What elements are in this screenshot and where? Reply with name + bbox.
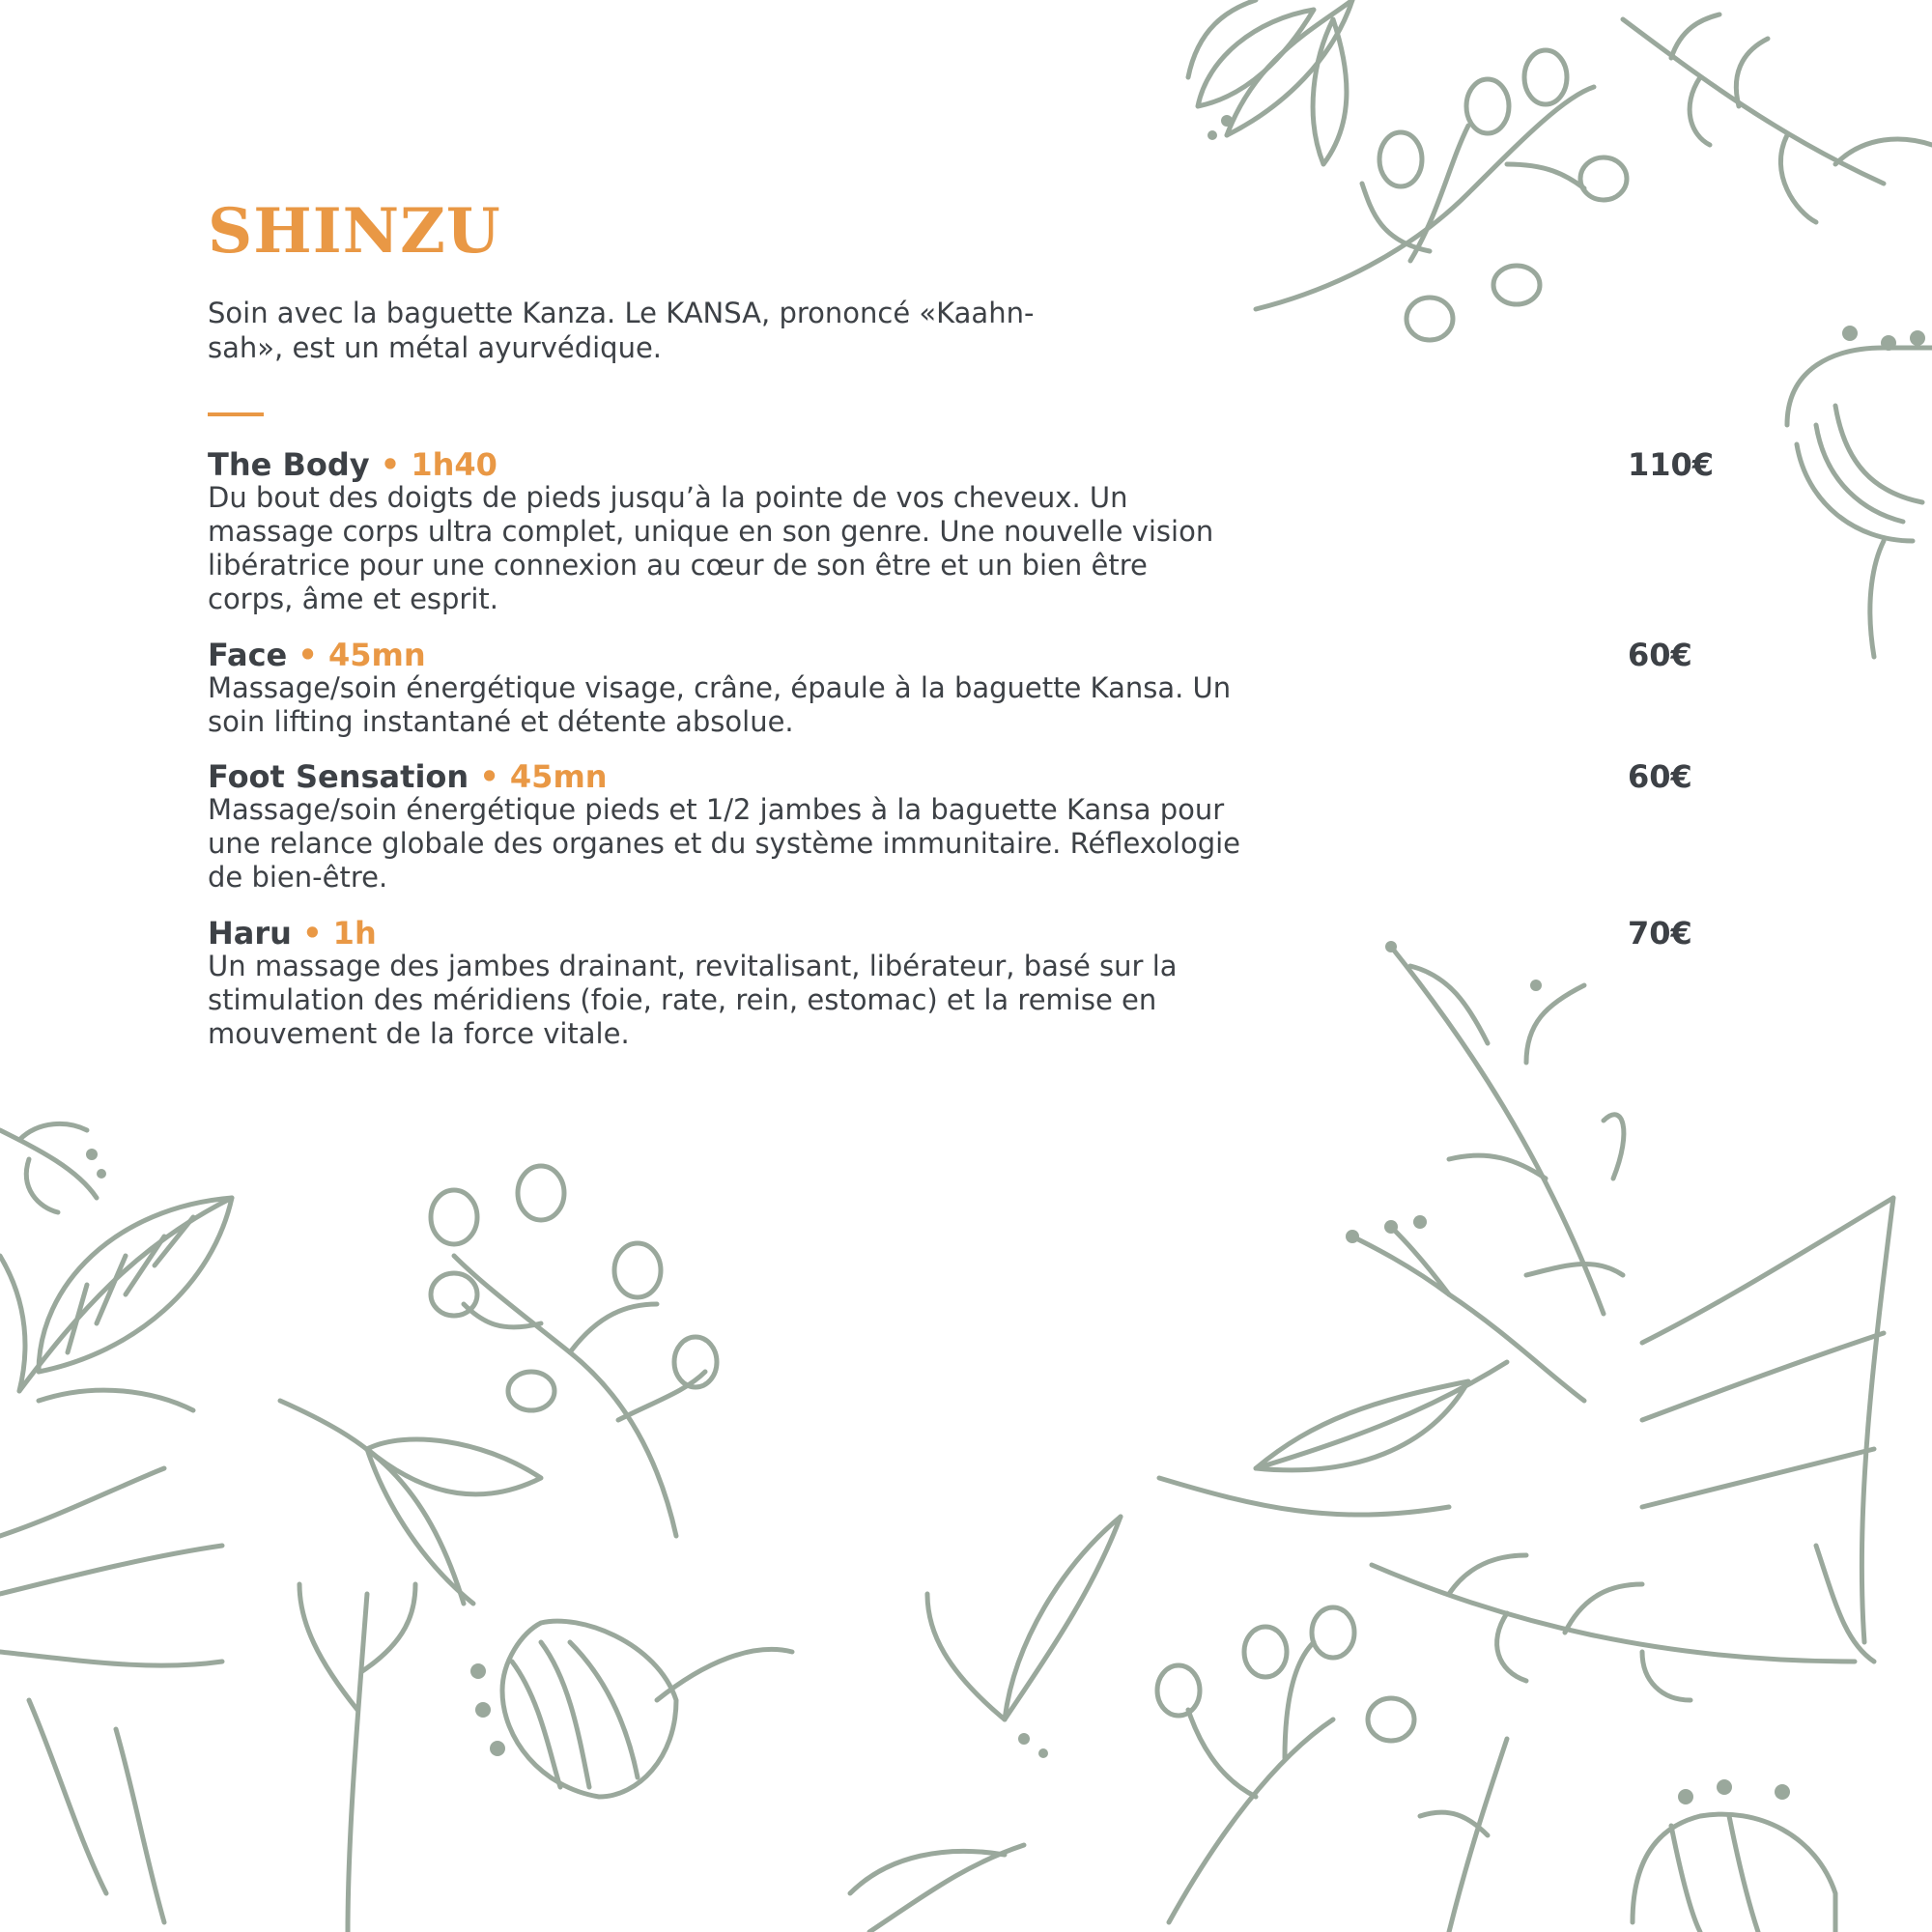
item-heading [208, 915, 1734, 952]
accent-divider [208, 412, 264, 416]
item-separator: • [287, 637, 328, 673]
top-right-sprig-icon [1623, 14, 1932, 222]
item-price: 70€ [1628, 915, 1692, 952]
item-separator: • [469, 758, 510, 795]
item-name: Face [208, 637, 288, 673]
item-price: 60€ [1628, 758, 1692, 795]
bottom-left-leaf-stem-icon [299, 1584, 415, 1932]
bottom-left-big-leaf-icon [0, 1198, 232, 1410]
bottom-left-sprig-icon [0, 1123, 106, 1212]
item-description: Un massage des jambes drainant, revitalisant, libérateur, basé sur la stimulation des méridiens (foie, rate, rein, estomac) et la remise en mouvement de la force vitale. [208, 950, 1178, 1050]
item-heading [208, 637, 1734, 673]
item-description: Du bout des doigts de pieds jusqu’à la pointe de vos cheveux. Un massage corps ultra complet, unique en son genre. Une nouvelle vision libératrice pour une connexion au cœur de son être et un bien être corps, âme et esprit. [208, 481, 1214, 615]
right-big-leaf-icon [1159, 1362, 1507, 1515]
menu-item-face [208, 637, 1734, 739]
menu-item-the-body [208, 446, 1734, 616]
item-price: 60€ [1628, 637, 1692, 673]
bottom-center-lily-icon [927, 1517, 1121, 1758]
right-dandelion-icon [1346, 1215, 1584, 1401]
bottom-center-berry-branch-icon [1157, 1607, 1414, 1922]
item-duration: 45mn [509, 758, 608, 795]
item-description: Massage/soin énergétique visage, crâne, épaule à la baguette Kansa. Un soin lifting instantané et détente absolue. [208, 671, 1232, 738]
item-duration: 45mn [327, 637, 426, 673]
right-poppy-icon [1787, 326, 1932, 657]
item-heading [208, 446, 1734, 483]
menu-item-foot-sensation [208, 758, 1734, 895]
menu-item-haru [208, 915, 1734, 1051]
item-price: 110€ [1628, 446, 1715, 483]
bottom-right-sprig-icon [1372, 1555, 1855, 1700]
bottom-center-poppy-icon [470, 1621, 792, 1797]
item-duration: 1h [332, 915, 377, 952]
section-title: SHINZU [208, 195, 501, 268]
bottom-right-poppy-icon [1633, 1779, 1835, 1932]
bottom-left-fern-icon [0, 1468, 222, 1922]
menu-content [208, 193, 1734, 1050]
item-separator: • [369, 446, 412, 483]
item-separator: • [291, 915, 333, 952]
item-heading [208, 758, 1734, 795]
item-duration: 1h40 [411, 446, 497, 483]
item-name: The Body [208, 446, 370, 483]
item-name: Haru [208, 915, 292, 952]
item-name: Foot Sensation [208, 758, 469, 795]
item-description: Massage/soin énergétique pieds et 1/2 jambes à la baguette Kansa pour une relance globale des organes et du système immunitaire. Réflexologie de bien-être. [208, 793, 1241, 894]
bottom-left-berry-branch-icon [431, 1166, 717, 1536]
top-leaf-branch-icon [1188, 0, 1352, 164]
bottom-left-lily-icon [280, 1401, 541, 1604]
bottom-right-fern-icon [1642, 1198, 1893, 1662]
section-intro: Soin avec la baguette Kanza. Le KANSA, prononcé «Kaahn-sah», est un métal ayurvédique. [208, 297, 1035, 364]
